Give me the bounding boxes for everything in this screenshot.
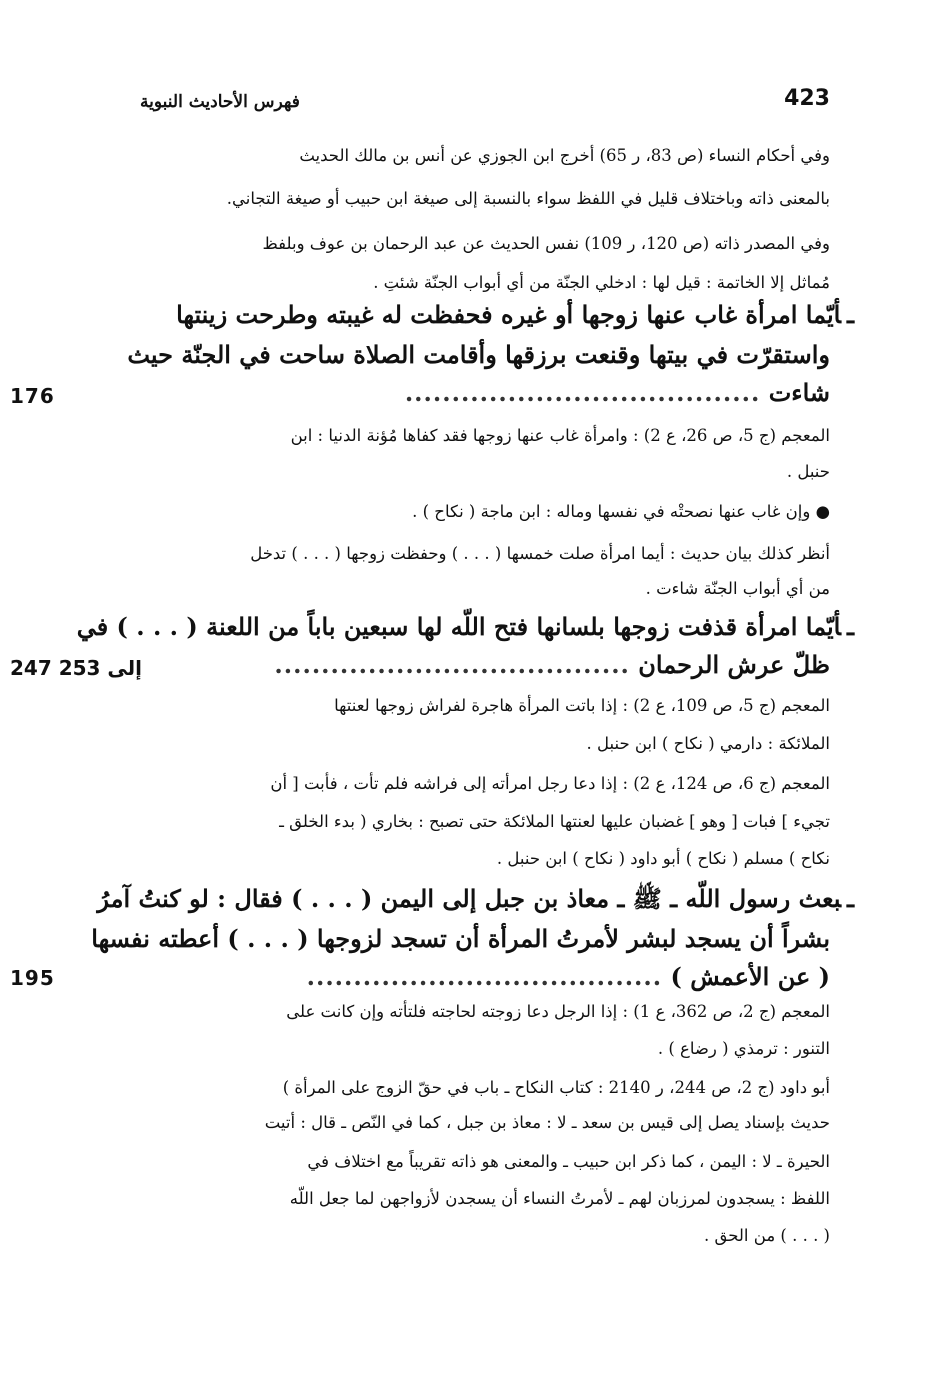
running-title: فهرس الأحاديث النبوية [140, 92, 300, 112]
text-line: اللفظ : يسجدون لمرزبان لهم ـ لأمرتُ النساء أن يسجدن لأزواجهن لما جعل اللّه [289, 1189, 830, 1208]
reference-number: 176 [10, 384, 55, 408]
text-line: المعجم (ج 2، ص 362، ع 1) : إذا الرجل دعا زوجته لحاجته فلتأته وإن كانت على [286, 1002, 830, 1021]
text-line: المعجم (ج 5، ص 26، ع 2) : وامرأة غاب عنها زوجها فقد كفاها مُؤنة الدنيا : ابن [290, 426, 830, 445]
text-line: حنبل . [786, 462, 830, 481]
hadith-text: أيّما امرأة غاب عنها زوجها أو غيره فحفظت له غيبته وطرحت زينتها [176, 300, 841, 329]
hadith-line: بشراً أن يسجد لبشر لأمرتُ المرأة أن تسجد لزوجها ( . . . ) أعطته نفسها [91, 924, 830, 953]
hadith-line [77, 608, 854, 646]
text-line: التنور : ترمذي ( رضاع ) . [657, 1039, 830, 1058]
hadith-text: شاءت [768, 378, 830, 407]
page-header [140, 86, 830, 120]
text-line: وفي المصدر ذاته (ص 120، ر 109) نفس الحديث عن عبد الرحمان بن عوف وبلفظ [262, 234, 830, 253]
text-line: تجيء ] فبات [ وهو ] غضبان عليها لعنتها الملائكة حتى تصبح : بخاري ( بدء الخلق ـ [279, 812, 830, 831]
leader-dots: ...................................... [404, 378, 761, 407]
text-line: مُماثل إلا الخاتمة : قيل لها : ادخلي الجنّة من أي أبواب الجنّة شئتِ . [373, 273, 830, 292]
text-line: من أي أبواب الجنّة شاءت . [645, 579, 830, 598]
leader-dots: ...................................... [274, 650, 630, 679]
hadith-line [97, 880, 854, 918]
hadith-text: أيّما امرأة قذفت زوجها بلسانها فتح اللّه لها سبعين باباً من اللعنة ( . . . ) في [76, 612, 841, 641]
hadith-dash: ـ [846, 612, 854, 641]
text-line: الحيرة ـ لا : اليمن ، كما ذكر ابن حبيب ـ والمعنى هو ذاته تقريباً مع اختلاف في [307, 1152, 830, 1171]
text-line: المعجم (ج 5، ص 109، ع 2) : إذا باتت المرأة هاجرة لفراش زوجها لعنتها [334, 696, 830, 715]
reference-number: 247 إلى 253 [10, 656, 143, 680]
hadith-dash: ـ [846, 884, 854, 913]
hadith-line [274, 646, 830, 684]
text-line: المعجم (ج 6، ص 124، ع 2) : إذا دعا رجل امرأته إلى فراشه فلم تأت ، فأبت [ أن [270, 774, 830, 793]
text-line: بالمعنى ذاته وباختلاف قليل في اللفظ سواء بالنسبة إلى صيغة ابن حبيب أو صيغة التجاني. [226, 189, 830, 208]
reference-number: 195 [10, 966, 55, 990]
text-line: وفي أحكام النساء (ص 83، ر 65) أخرج ابن الجوزي عن أنس بن مالك الحديث [299, 146, 830, 165]
hadith-line [307, 958, 830, 996]
text-line: نكاح ) مسلم ( نكاح ) أبو داود ( نكاح ) ابن حنبل . [496, 849, 830, 868]
hadith-line [405, 374, 830, 412]
leader-dots: ...................................... [306, 962, 663, 991]
text-line: ● وإن غاب عنها نصحتْه في نفسها وماله : ابن ماجة ( نكاح ) . [412, 502, 830, 521]
text-line: أبو داود (ج 2، ص 244، ر 2140 : كتاب النكاح ـ باب في حقّ الزوج على المرأة ) [282, 1078, 830, 1097]
text-line: الملائكة : دارمي ( نكاح ) ابن حنبل . [586, 734, 830, 753]
hadith-line: واستقرّت في بيتها وقنعت برزقها وأقامت الصلاة ساحت في الجنّة حيث [127, 340, 830, 369]
page-number: 423 [784, 86, 830, 111]
text-line: أنظر كذلك بيان حديث : أيما امرأة صلت خمسها ( . . . ) وحفظت زوجها ( . . . ) تدخل [250, 544, 830, 563]
text-line: حديث بإسناد يصل إلى قيس بن سعد ـ لا : معاذ بن جبل ، كما في النّص ـ قال : أتيت [264, 1113, 830, 1132]
hadith-text: ظلّ عرش الرحمان [638, 650, 830, 679]
text-line: ( . . . ) من الحق . [704, 1226, 830, 1245]
hadith-dash: ـ [846, 300, 854, 329]
hadith-text: ( عن الأعمش ) [670, 962, 830, 991]
hadith-line [176, 296, 854, 334]
hadith-text: بعث رسول اللّه ـ ﷺ ـ معاذ بن جبل إلى اليمن ( . . . ) فقال : لو كنتُ آمرُ [97, 884, 841, 913]
